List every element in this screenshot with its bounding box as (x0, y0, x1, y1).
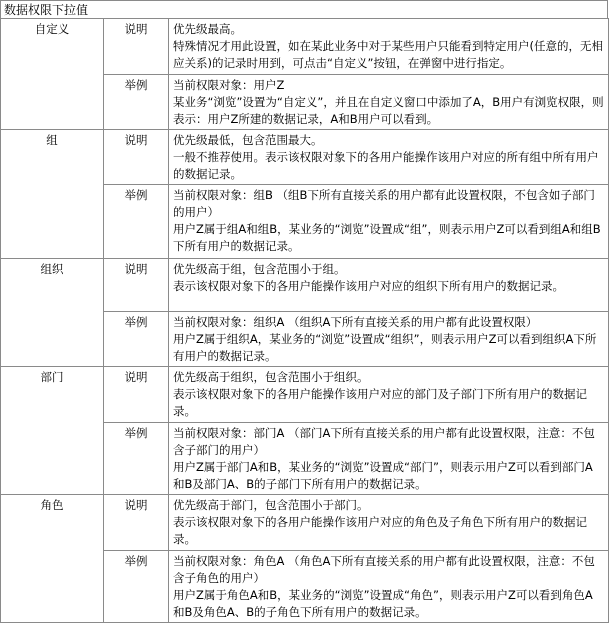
table-row (1, 19, 609, 75)
explain-line: 特殊情况才用此设置，如在某此业务中对于某些用户只能看到特定用户(任意的，无相应关系)的记录时用到，可点击“自定义”按钮，在弹窗中进行指定。 (173, 39, 603, 70)
explain-line: 优先级高于组，包含范围小于组。 (173, 262, 346, 276)
example-text-cell (169, 551, 609, 623)
explain-line: 表示该权限对象下的各用户能操作该用户对应的组织下所有用户的数据记录。 (173, 279, 564, 293)
example-line: 用户Z属于角色A和B，某业务的“浏览”设置成“角色”，则表示用户Z可以看到角色A和B及角色A、B的子角色下所有用户的数据记录。 (173, 588, 593, 619)
example-line: 用户Z属于部门A和B，某业务的“浏览”设置成“部门”，则表示用户Z可以看到部门A和B及部门A、B的子部门下所有用户的数据记录。 (173, 460, 593, 491)
level-cell: 角色 (1, 495, 104, 623)
example-line: 当前权限对象：组B （组B下所有直接关系的用户都有此设置权限，不包含如子部门的用户） (173, 188, 595, 219)
example-text-cell (169, 185, 609, 259)
table-title: 数据权限下拉值 (0, 0, 608, 18)
explain-line: 表示该权限对象下的各用户能操作该用户对应的部门及子部门下所有用户的数据记录。 (173, 387, 587, 418)
explain-text-cell (169, 495, 609, 551)
explain-label-cell: 说明 (104, 367, 169, 423)
explain-label-cell: 说明 (104, 130, 169, 185)
example-label-cell: 举例 (104, 423, 169, 495)
example-line: 某业务“浏览”设置为“自定义”，并且在自定义窗口中添加了A，B用户有浏览权限，则表示：用户Z所建的数据记录，A和B用户可以看到。 (173, 95, 604, 126)
example-label-cell: 举例 (104, 75, 169, 130)
permission-table (0, 18, 609, 623)
explain-line: 优先级最高。 (173, 22, 242, 36)
explain-label-cell: 说明 (104, 259, 169, 312)
explain-label-cell: 说明 (104, 19, 169, 75)
explain-text-cell (169, 19, 609, 75)
level-cell: 部门 (1, 367, 104, 495)
explain-text-cell (169, 259, 609, 312)
level-cell: 自定义 (1, 19, 104, 130)
explain-label-cell: 说明 (104, 495, 169, 551)
table-row (1, 259, 609, 312)
example-line: 用户Z属于组织A，某业务的“浏览”设置成“组织”，则表示用户Z可以看到组织A下所有用户的数据记录。 (173, 332, 597, 363)
example-text-cell (169, 75, 609, 130)
example-label-cell: 举例 (104, 312, 169, 367)
explain-line: 表示该权限对象下的各用户能操作该用户对应的角色及子角色下所有用户的数据记录。 (173, 515, 587, 546)
explain-line: 优先级高于组织，包含范围小于组织。 (173, 370, 369, 384)
example-label-cell: 举例 (104, 185, 169, 259)
example-text-cell (169, 423, 609, 495)
explain-line: 优先级最低，包含范围最大。 (173, 133, 323, 147)
example-line: 当前权限对象：用户Z (173, 78, 285, 92)
example-text-cell (169, 312, 609, 367)
level-cell: 组 (1, 130, 104, 259)
table-row (1, 130, 609, 185)
table-row (1, 495, 609, 551)
example-line: 当前权限对象：角色A （角色A下所有直接关系的用户都有此设置权限，注意：不包含子角色的用户） (173, 554, 595, 585)
explain-line: 优先级高于部门，包含范围小于部门。 (173, 498, 369, 512)
example-line: 当前权限对象：组织A （组织A下所有直接关系的用户都有此设置权限） (173, 315, 538, 329)
explain-text-cell (169, 130, 609, 185)
example-label-cell: 举例 (104, 551, 169, 623)
table-row (1, 367, 609, 423)
explain-text-cell (169, 367, 609, 423)
example-line: 当前权限对象：部门A （部门A下所有直接关系的用户都有此设置权限，注意：不包含子部门的用户） (173, 426, 595, 457)
level-cell: 组织 (1, 259, 104, 367)
example-line: 用户Z属于组A和组B，某业务的“浏览”设置成“组”，则表示用户Z可以看到组A和组B下所有用户的数据记录。 (173, 222, 601, 253)
explain-line: 一般不推荐使用。表示该权限对象下的各用户能操作该用户对应的所有组中所有用户的数据记录。 (173, 150, 599, 181)
